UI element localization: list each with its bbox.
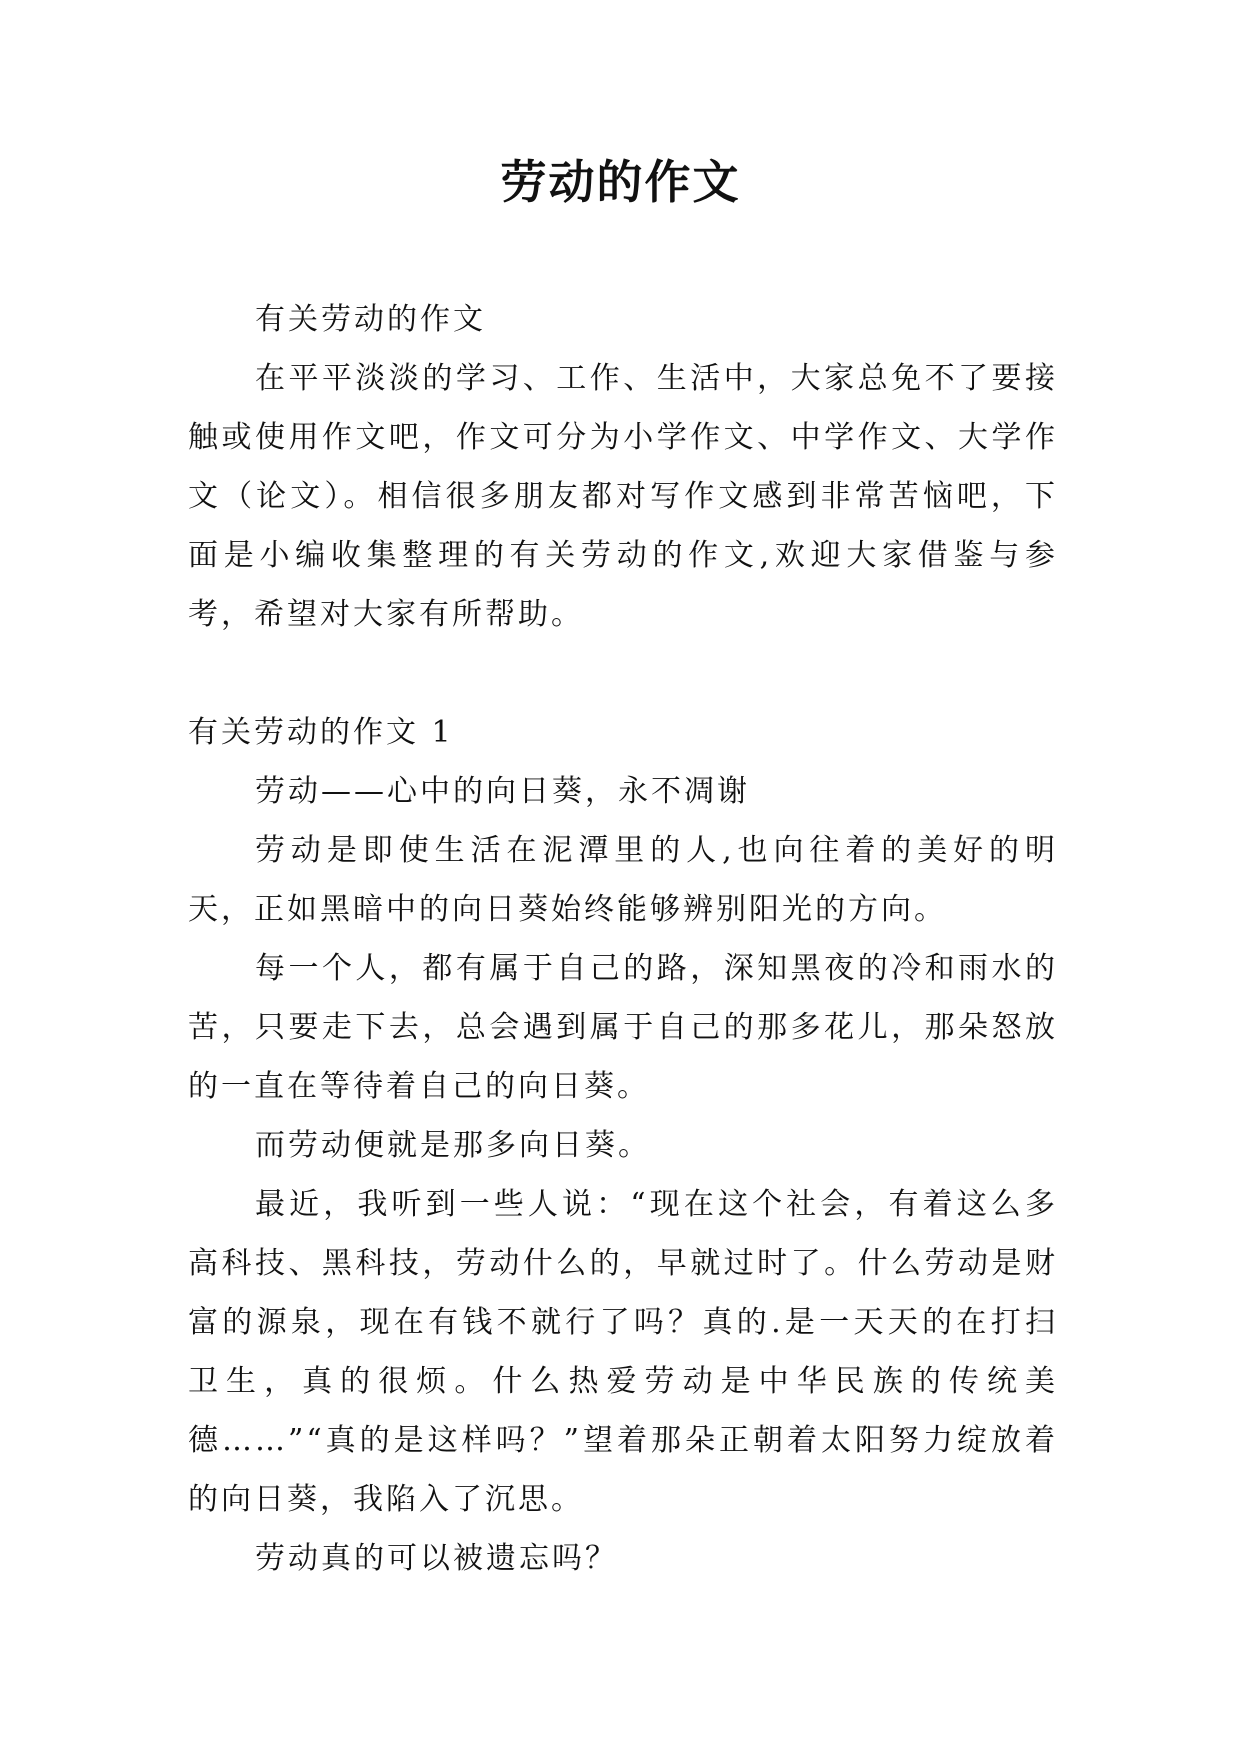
intro-heading: 有关劳动的作文 — [255, 302, 486, 337]
essay-paragraph: 劳动真的可以被遗忘吗？ — [255, 1541, 618, 1576]
document-title: 劳动的作文 — [500, 155, 741, 209]
intro-paragraph: 在平平淡淡的学习、工作、生活中，大家总免不了要接触或使用作文吧，作文可分为小学作文、中学作文、大学作文（论文）。相信很多朋友都对写作文感到非常苦恼吧，下面是小编收集整理的有关劳动的作文,欢迎大家借鉴与参考，希望对大家有所帮助。 — [188, 361, 1058, 632]
document-body — [188, 290, 1058, 1588]
section-heading: 有关劳动的作文 1 — [188, 715, 454, 750]
essay-paragraph: 劳动是即使生活在泥潭里的人,也向往着的美好的明天，正如黑暗中的向日葵始终能够辨别阳光的方向。 — [188, 833, 1058, 927]
essay-title: 劳动——心中的向日葵，永不凋谢 — [255, 774, 750, 809]
essay-paragraph: 每一个人，都有属于自己的路，深知黑夜的冷和雨水的苦，只要走下去，总会遇到属于自己的那多花儿，那朵怒放的一直在等待着自己的向日葵。 — [188, 951, 1058, 1104]
essay-paragraph: 而劳动便就是那多向日葵。 — [255, 1128, 651, 1163]
essay-paragraph: 最近，我听到一些人说：“现在这个社会，有着这么多高科技、黑科技，劳动什么的，早就过时了。什么劳动是财富的源泉，现在有钱不就行了吗？真的.是一天天的在打扫卫生，真的很烦。什么热爱劳动是中华民族的传统美德……”“真的是这样吗？”望着那朵正朝着太阳努力绽放着的向日葵，我陷入了沉思。 — [188, 1187, 1058, 1517]
